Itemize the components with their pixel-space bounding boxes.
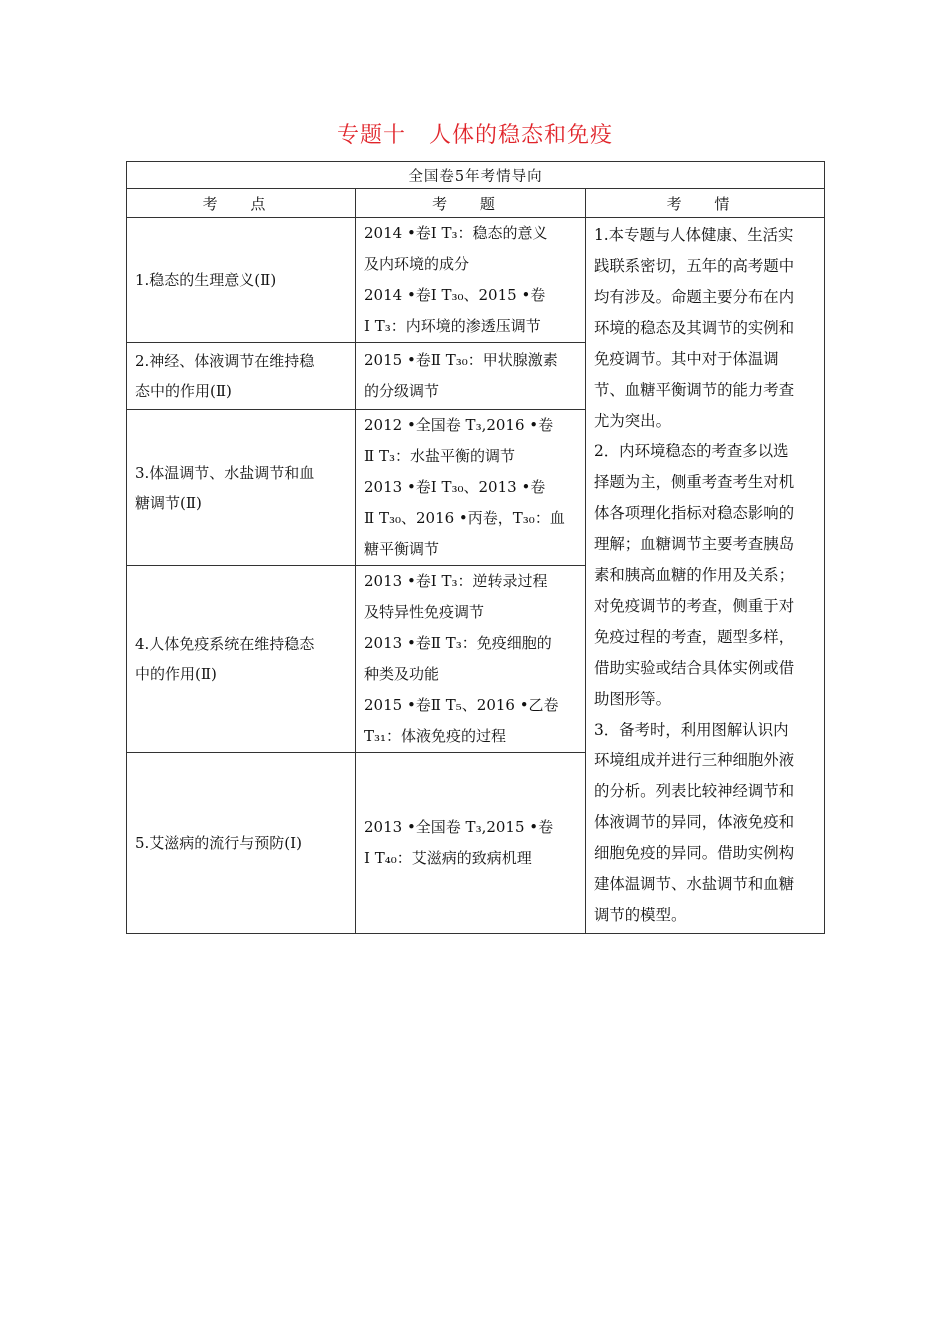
knowledge-point-text: 糖调节(Ⅱ) (135, 493, 202, 512)
exam-question-text: 2014 •卷Ⅰ T₃₀、2015 •卷 (364, 286, 546, 304)
analysis-text: 环境的稳态及其调节的实例和 (594, 318, 795, 337)
analysis-text: 素和胰高血糖的作用及关系； (594, 566, 795, 585)
analysis-text: 调节的模型。 (594, 906, 687, 925)
exam-question-text: 2012 •全国卷 T₃,2016 •卷 (364, 416, 554, 434)
analysis-text: 尤为突出。 (594, 411, 671, 430)
exam-question-text: 的分级调节 (364, 382, 440, 400)
knowledge-point-text: 4.人体免疫系统在维持稳态 (135, 635, 315, 653)
exam-question-text: 及特异性免疫调节 (364, 603, 485, 621)
exam-question-cell (356, 343, 586, 410)
analysis-text: 的分析。列表比较神经调节和 (594, 782, 795, 801)
exam-question-text: 糖平衡调节 (364, 540, 440, 558)
knowledge-point-text: 5.艾滋病的流行与预防(Ⅰ) (135, 834, 302, 852)
page-title: 专题十 人体的稳态和免疫 (336, 123, 613, 148)
knowledge-point-text: 2.神经、体液调节在维持稳 (135, 352, 315, 370)
exam-question-text: 2013 •卷Ⅱ T₃：免疫细胞的 (364, 634, 552, 652)
knowledge-point-cell (127, 753, 356, 934)
knowledge-point-text: 3.体温调节、水盐调节和血 (135, 463, 315, 482)
exam-analysis-cell (586, 218, 825, 934)
table-caption-row (127, 162, 825, 189)
column-header-question: 考 题 (356, 189, 586, 218)
analysis-text: 均有涉及。命题主要分布在内 (594, 287, 795, 306)
knowledge-point-cell (127, 410, 356, 566)
exam-question-text: 2014 •卷Ⅰ T₃：稳态的意义 (364, 224, 548, 242)
exam-question-text: 2015 •卷Ⅱ T₃₀：甲状腺激素 (364, 351, 558, 369)
analysis-text: 体液调节的异同，体液免疫和 (594, 813, 795, 832)
exam-question-text: 2013 •全国卷 T₃,2015 •卷 (364, 818, 554, 836)
exam-question-text: Ⅰ T₄₀：艾滋病的致病机理 (364, 849, 532, 867)
exam-question-text: 及内环境的成分 (364, 255, 470, 273)
table-caption: 全国卷5年考情导向 (127, 162, 825, 189)
knowledge-point-cell (127, 218, 356, 343)
knowledge-point-text: 态中的作用(Ⅱ) (135, 382, 232, 400)
exam-question-text: T₃₁：体液免疫的过程 (364, 727, 507, 745)
analysis-text: 助图形等。 (594, 689, 671, 708)
exam-question-cell (356, 218, 586, 343)
analysis-text: 免疫调节。其中对于体温调 (594, 349, 779, 368)
analysis-text: 节、血糖平衡调节的能力考查 (594, 380, 795, 399)
analysis-text: 1.本专题与人体健康、生活实 (594, 226, 794, 245)
knowledge-point-cell (127, 343, 356, 410)
column-header-point: 考 点 (127, 189, 356, 218)
analysis-text: 择题为主，侧重考查考生对机 (594, 473, 795, 492)
analysis-text: 2．内环境稳态的考查多以选 (594, 442, 789, 461)
knowledge-point-text: 中的作用(Ⅱ) (135, 665, 217, 683)
knowledge-point-cell (127, 566, 356, 753)
table-header-row (127, 189, 825, 218)
exam-question-text: Ⅱ T₃：水盐平衡的调节 (364, 447, 515, 465)
analysis-text: 3．备考时，利用图解认识内 (594, 720, 789, 739)
analysis-text: 体各项理化指标对稳态影响的 (594, 504, 795, 523)
exam-question-text: 2013 •卷Ⅰ T₃₀、2013 •卷 (364, 478, 546, 496)
exam-question-text: Ⅰ T₃：内环境的渗透压调节 (364, 317, 541, 335)
analysis-text: 细胞免疫的异同。借助实例构 (594, 844, 795, 863)
exam-question-cell (356, 410, 586, 566)
exam-question-cell (356, 753, 586, 934)
column-header-analysis: 考 情 (586, 189, 825, 218)
exam-question-text: 2013 •卷Ⅰ T₃：逆转录过程 (364, 572, 548, 590)
exam-overview-table (126, 161, 825, 934)
exam-question-cell (356, 566, 586, 753)
exam-question-text: 2015 •卷Ⅱ T₅、2016 •乙卷 (364, 696, 559, 714)
exam-question-text: 种类及功能 (364, 665, 440, 683)
analysis-text: 免疫过程的考查，题型多样， (594, 627, 795, 646)
analysis-text: 理解；血糖调节主要考查胰岛 (594, 535, 795, 554)
analysis-text: 对免疫调节的考查，侧重于对 (594, 596, 795, 615)
analysis-text: 践联系密切，五年的高考题中 (594, 256, 795, 275)
table-row (127, 218, 825, 343)
analysis-text: 环境组成并进行三种细胞外液 (594, 751, 795, 770)
exam-question-text: Ⅱ T₃₀、2016 •丙卷，T₃₀：血 (364, 509, 565, 527)
analysis-text: 建体温调节、水盐调节和血糖 (594, 875, 795, 894)
knowledge-point-text: 1.稳态的生理意义(Ⅱ) (135, 271, 277, 289)
analysis-text: 借助实验或结合具体实例或借 (594, 658, 795, 677)
